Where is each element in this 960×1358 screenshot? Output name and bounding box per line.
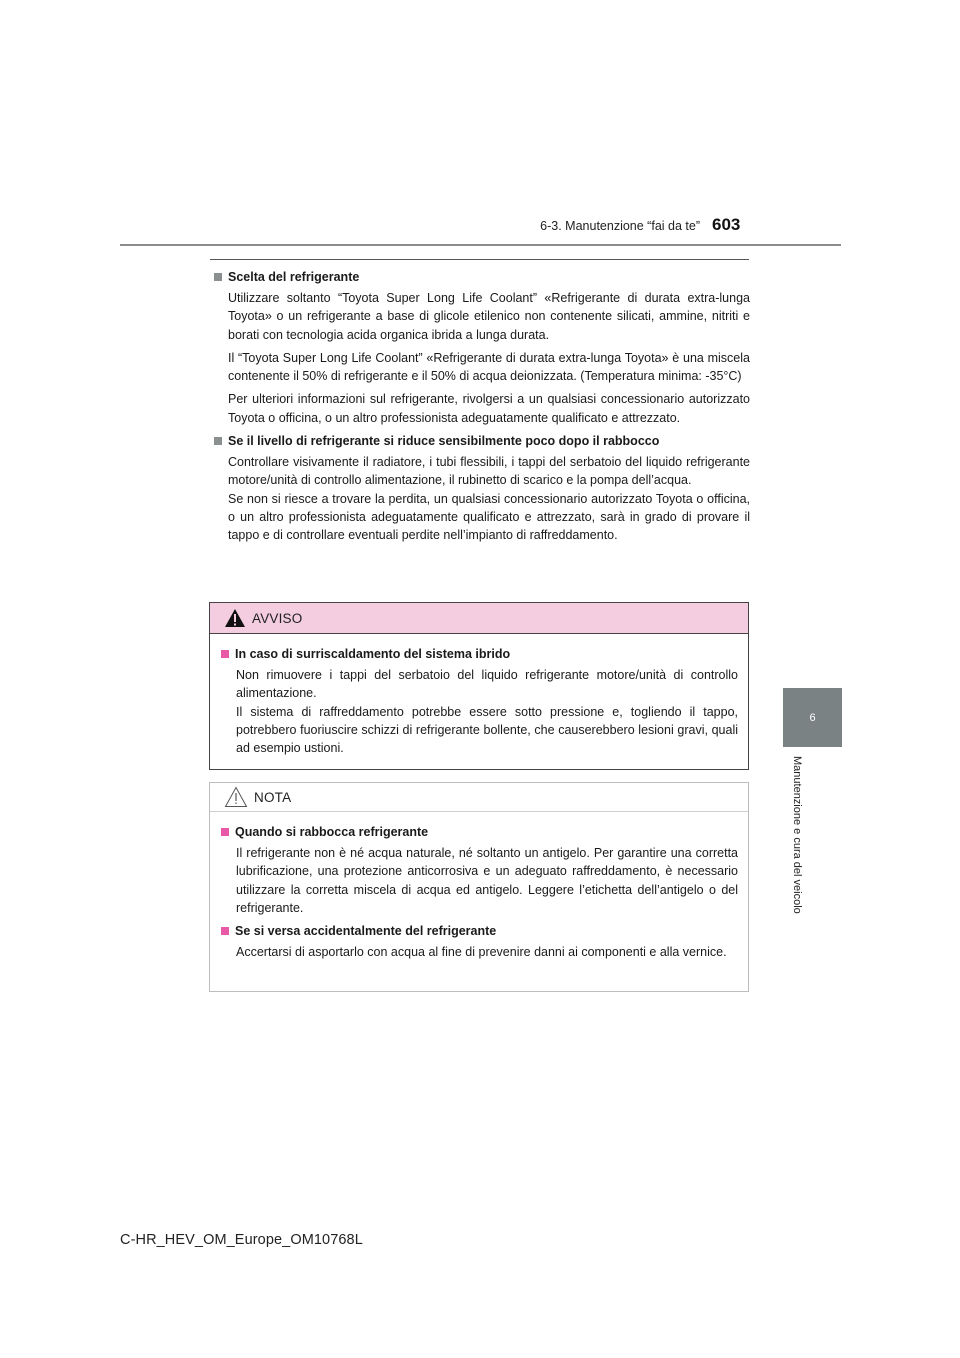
bullet-square-icon	[221, 927, 229, 935]
paragraph: Per ulteriori informazioni sul refrigerante, rivolgersi a un qualsiasi concessionario autorizzato Toyota o officina, o un altro professionista adeguatamente qualificato e attrezzato.	[228, 392, 750, 425]
caution-box	[209, 782, 749, 992]
paragraph: Se non si riesce a trovare la perdita, un qualsiasi concessionario autorizzato Toyota o officina, o un altro professionista adeguatamente qualificato e attrezzato, sarà in grado di provare il tappo e di controllare eventuali perdite nell’impianto di raffreddamento.	[228, 491, 750, 543]
caution-paragraph: Accertarsi di asportarlo con acqua al fine di prevenire danni ai componenti e alla vernice.	[236, 945, 727, 960]
caution-header	[210, 783, 748, 812]
running-header-section: 6-3. Manutenzione “fai da te”	[540, 219, 700, 233]
warning-header	[210, 603, 748, 634]
main-content	[210, 268, 750, 550]
warning-paragraph: Non rimuovere i tappi del serbatoio del liquido refrigerante motore/unità di controllo alimentazione.	[236, 668, 738, 701]
paragraph: Il “Toyota Super Long Life Coolant” «Refrigerante di durata extra-lunga Toyota» è una miscela contenente il 50% di refrigerante e il 50% di acqua deionizzata. (Temperatura minima: -35°C)	[228, 350, 750, 384]
bullet-square-icon	[214, 437, 222, 445]
section-heading-text: Se il livello di refrigerante si riduce sensibilmente poco dopo il rabbocco	[228, 434, 660, 449]
page-number: 603	[712, 215, 741, 234]
caution-item-heading-text: Quando si rabbocca refrigerante	[235, 825, 429, 839]
chapter-tab: 6	[783, 688, 842, 747]
section-heading	[210, 268, 750, 286]
content-divider	[210, 259, 749, 260]
caution-item-heading	[218, 922, 738, 940]
warning-label: AVVISO	[252, 610, 303, 626]
warning-item-heading-text: In caso di surriscaldamento del sistema ibrido	[235, 647, 511, 661]
caution-paragraph: Il refrigerante non è né acqua naturale, né soltanto un antigelo. Per garantire una corretta lubrificazione, una protezione anticorrosiva e un adeguato raffreddamento, è necessario utilizzare la corretta miscela di acqua ed antigelo. Leggere l’etichetta dell’antigelo o del refrigerante.	[236, 846, 738, 915]
caution-item-heading-text: Se si versa accidentalmente del refrigerante	[235, 924, 497, 939]
warning-box	[209, 602, 749, 770]
caution-triangle-outline-icon	[224, 786, 248, 808]
section-heading	[210, 432, 750, 450]
header-divider	[120, 244, 841, 246]
warning-item-heading	[218, 645, 738, 663]
paragraph: Controllare visivamente il radiatore, i tubi flessibili, i tappi del serbatoio del liquido refrigerante motore/unità di controllo alimentazione, il rubinetto di scarico e la pompa dell’acqua.	[228, 455, 750, 488]
chapter-side-label: Manutenzione e cura del veicolo	[791, 756, 803, 914]
caution-label: NOTA	[254, 789, 292, 805]
warning-body	[210, 634, 748, 757]
caution-item-heading	[218, 823, 738, 841]
section-heading-text: Scelta del refrigerante	[228, 270, 360, 284]
caution-body	[210, 812, 748, 961]
warning-paragraph: Il sistema di raffreddamento potrebbe essere sotto pressione e, togliendo il tappo, potrebbero fuoriuscire schizzi di refrigerante bollente, che causerebbero lesioni gravi, quali ad esempio ustioni.	[236, 704, 738, 756]
paragraph: Utilizzare soltanto “Toyota Super Long Life Coolant” «Refrigerante di durata extra-lunga Toyota» o un refrigerante a base di glicole etilenico non contenente silicati, ammine, nitriti e borati con tecnologia acida organica ibrida a lunga durata.	[228, 291, 750, 342]
bullet-square-icon	[214, 273, 222, 281]
warning-triangle-icon	[224, 608, 246, 628]
bullet-square-icon	[221, 650, 229, 658]
document-code-footer: C-HR_HEV_OM_Europe_OM10768L	[120, 1232, 363, 1248]
bullet-square-icon	[221, 828, 229, 836]
